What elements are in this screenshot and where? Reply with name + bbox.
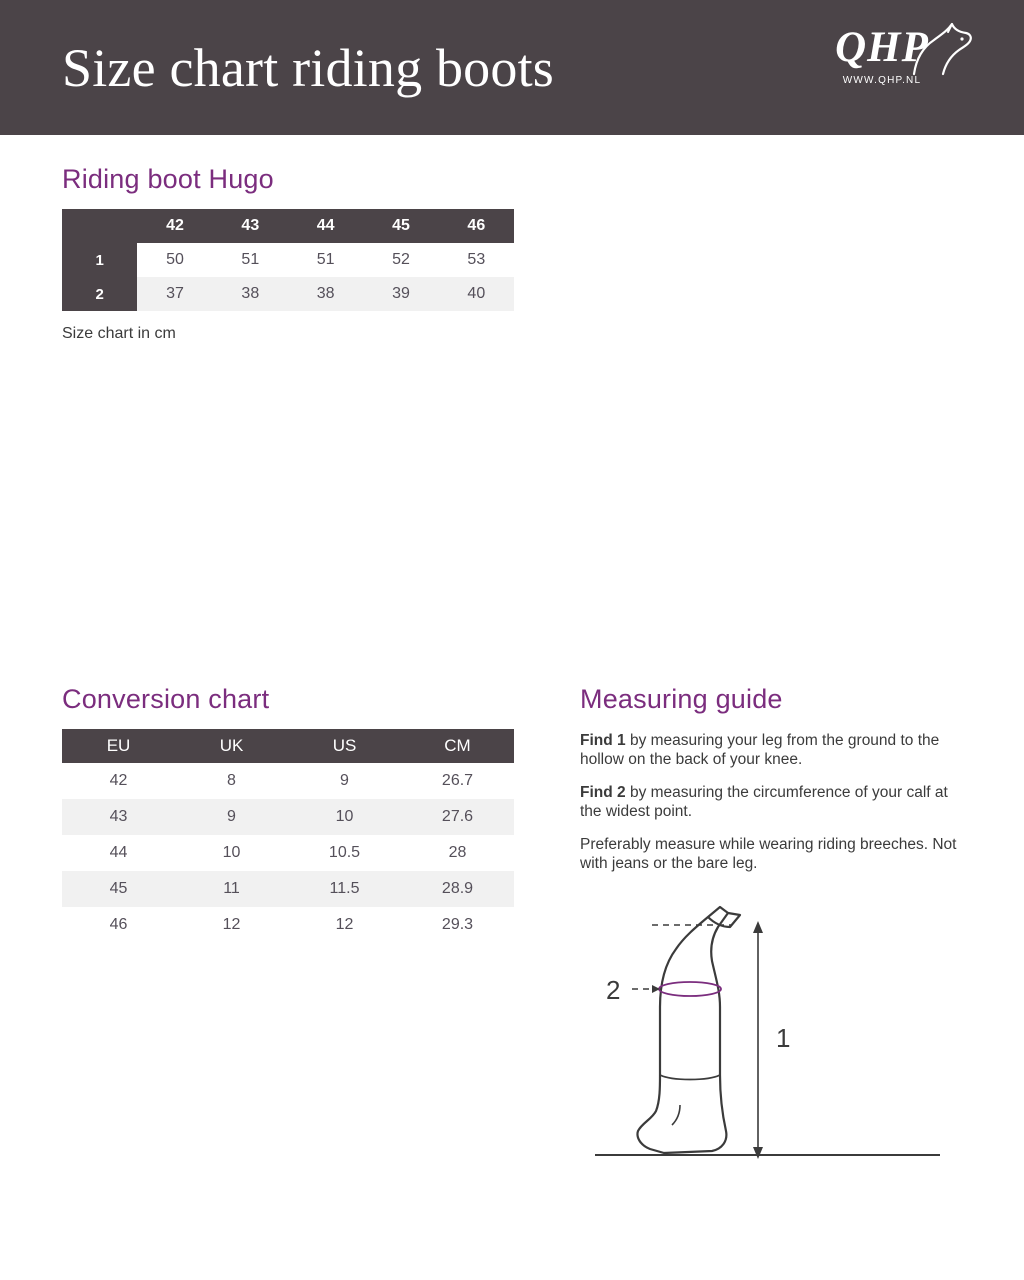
table-cell: 43 — [62, 799, 175, 835]
table-header-row — [62, 729, 514, 763]
table-cell: 12 — [288, 907, 401, 943]
table-cell: 38 — [288, 277, 363, 311]
table-cell: 29.3 — [401, 907, 514, 943]
size-chart-col-43: 43 — [213, 209, 288, 243]
table-cell: 38 — [213, 277, 288, 311]
boot-leg-diagram — [580, 887, 970, 1187]
table-cell: 27.6 — [401, 799, 514, 835]
table-cell: 42 — [62, 763, 175, 799]
table-cell: 46 — [62, 907, 175, 943]
find-1-text: by measuring your leg from the ground to the hollow on the back of your knee. — [580, 732, 940, 769]
conversion-chart-table — [62, 729, 514, 943]
brand-logo — [782, 26, 982, 86]
table-cell: 37 — [137, 277, 212, 311]
size-chart-section — [62, 164, 514, 343]
table-row — [62, 243, 514, 277]
table-cell: 26.7 — [401, 763, 514, 799]
table-cell: 12 — [175, 907, 288, 943]
table-row — [62, 871, 514, 907]
table-cell: 10 — [288, 799, 401, 835]
measuring-guide-paragraph-1 — [580, 731, 970, 770]
brand-logo-text: QHP — [835, 24, 929, 71]
size-chart-title: Riding boot Hugo — [62, 164, 274, 194]
table-cell: 10 — [175, 835, 288, 871]
conversion-chart-section — [62, 684, 514, 943]
table-cell: 51 — [213, 243, 288, 277]
conversion-col-eu: EU — [62, 729, 175, 763]
conversion-chart-title: Conversion chart — [62, 684, 270, 714]
table-cell: 8 — [175, 763, 288, 799]
table-cell: 53 — [439, 243, 514, 277]
table-cell: 52 — [363, 243, 438, 277]
table-cell: 39 — [363, 277, 438, 311]
table-row — [62, 277, 514, 311]
size-chart-row-label-2: 2 — [62, 277, 137, 311]
table-cell: 40 — [439, 277, 514, 311]
size-chart-col-45: 45 — [363, 209, 438, 243]
size-chart-caption: Size chart in cm — [62, 325, 176, 342]
horse-head-icon — [904, 20, 976, 83]
size-chart-col-42: 42 — [137, 209, 212, 243]
measuring-guide-title: Measuring guide — [580, 684, 783, 714]
table-cell: 28 — [401, 835, 514, 871]
measuring-guide-paragraph-2 — [580, 783, 970, 822]
size-chart-col-46: 46 — [439, 209, 514, 243]
page-header — [0, 0, 1024, 135]
table-cell: 9 — [175, 799, 288, 835]
conversion-col-us: US — [288, 729, 401, 763]
size-chart-row-label-1: 1 — [62, 243, 137, 277]
label-2: 2 — [606, 975, 621, 1006]
table-cell: 11 — [175, 871, 288, 907]
find-1-label: Find 1 — [580, 732, 626, 749]
size-chart-col-44: 44 — [288, 209, 363, 243]
table-cell: 10.5 — [288, 835, 401, 871]
label-1: 1 — [776, 1023, 791, 1054]
measuring-guide-section — [580, 684, 970, 1187]
brand-url: WWW.QHP.NL — [842, 75, 922, 86]
table-row — [62, 835, 514, 871]
conversion-col-cm: CM — [401, 729, 514, 763]
table-cell: 28.9 — [401, 871, 514, 907]
table-cell: 45 — [62, 871, 175, 907]
table-cell: 51 — [288, 243, 363, 277]
size-chart-corner — [62, 209, 137, 243]
table-header-row — [62, 209, 514, 243]
conversion-col-uk: UK — [175, 729, 288, 763]
page-title: Size chart riding boots — [62, 37, 554, 98]
table-row — [62, 763, 514, 799]
table-row — [62, 799, 514, 835]
size-chart-table — [62, 209, 514, 311]
table-cell: 50 — [137, 243, 212, 277]
table-row — [62, 907, 514, 943]
find-2-text: by measuring the circumference of your calf at the widest point. — [580, 783, 948, 821]
find-2-label: Find 2 — [580, 783, 626, 801]
measuring-guide-paragraph-3: Preferably measure while wearing riding breeches. Not with jeans or the bare leg. — [580, 835, 957, 872]
table-cell: 44 — [62, 835, 175, 871]
table-cell: 9 — [288, 763, 401, 799]
table-cell: 11.5 — [288, 871, 401, 907]
